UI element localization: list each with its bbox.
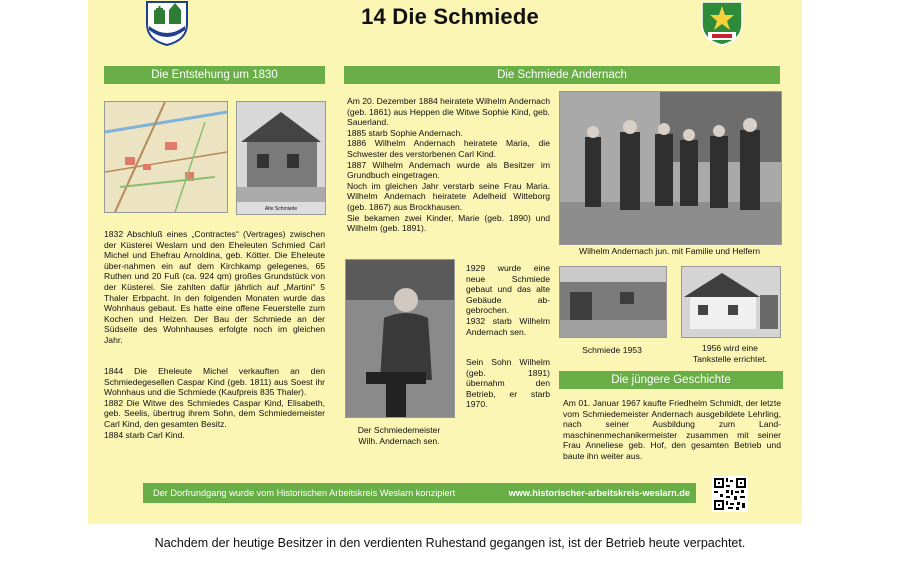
footer-url[interactable]: www.historischer-arbeitskreis-weslarn.de bbox=[508, 488, 690, 498]
footer-credit: Der Dorfrundgang wurde vom Historischen Arbeitskreis Weslarn konzipiert bbox=[153, 488, 456, 498]
andernach-text: Am 20. Dezember 1884 heiratete Wilhelm Andernach (geb. 1861) aus Heppen die Witwe Sophie Kind, geb. Sauerland. 1885 starb Sophie Andernach. 1886 Wilhelm Andernach heiratete Maria, die Schwester des verstorbenen Carl Kind. 1887 Wilhelm Andernach wurde als Besitzer im Grundbuch eingetragen. Noch im gleichen Jahr verstarb seine Frau Maria. Wilhelm Andernach heiratete Adelheid Witteborg (geb. 1867) aus Brockhausen. Sie bekamen zwei Kinder, Marie (geb. 1890) und Wilhelm (geb. 1891). bbox=[347, 96, 551, 234]
historic-map-image bbox=[104, 101, 228, 213]
gas-station-caption: 1956 wird eine Tankstelle errichtet. bbox=[692, 343, 768, 364]
footer-bar bbox=[143, 483, 696, 503]
smith-master-caption: Der Schmiedemeister Wilh. Andernach sen. bbox=[357, 425, 441, 446]
photo-caption: Alte Schmiede bbox=[264, 206, 298, 212]
smith-master-photo bbox=[345, 259, 455, 418]
cut-off-text-line bbox=[0, 556, 900, 570]
section-header-origin: Die Entstehung um 1830 bbox=[104, 66, 325, 84]
smithy-1953-photo bbox=[559, 266, 667, 338]
gas-station-1956-photo bbox=[681, 266, 781, 338]
bottom-caption: Nachdem der heutige Besitzer in den verdienten Ruhestand gegangen ist, ist der Betrieb heute verpachtet. bbox=[154, 536, 746, 550]
son-text: Sein Sohn Wilhelm (geb. 1891) übernahm den Betrieb, er starb 1970. bbox=[466, 357, 550, 410]
recent-history-text: Am 01. Januar 1967 kaufte Friedhelm Schmidt, der letzte vom Schmiedemeister Andernach ausgebildete Lehrling, nach seiner Ausbildung zum Land-maschinenmechanikermeister zusammen mit seiner Frau Anneliese geb. Hof, den gesamten Betrieb und baute ihn weiter aus. bbox=[563, 398, 781, 461]
new-smithy-text: 1929 wurde eine neue Schmiede gebaut und das alte Gebäude ab-gebrochen. 1932 starb Wilhelm Andernach sen. bbox=[466, 263, 550, 337]
page-title: 14 Die Schmiede bbox=[361, 4, 539, 29]
sale-text: 1844 Die Eheleute Michel verkauften an den Schmiedegesellen Caspar Kind (geb. 1811) aus Soest ihr Wohnhaus und die Schmiede (Kaufpreis 835 Thaler). 1882 Die Witwe des Schmiedes Caspar Kind, Elisabeth, geb. Seelis, übertrug ihrem Sohn, dem Schmiedemeister Carl Kind, den gesamten Besitz. 1884 starb Carl Kind. bbox=[104, 366, 325, 440]
smithy-1953-caption: Schmiede 1953 bbox=[582, 345, 642, 355]
qr-code-icon bbox=[712, 476, 748, 512]
origin-text: 1832 Abschluß eines „Contractes“ (Vertrages) zwischen der Küsterei Weslarn und den Eheleuten Schmied Carl Michel und Ehefrau Arnoldina, geb. Kötter. Die Eheleute über-nahmen ein auf dem Kirchkamp gelegenes, 65 Ruthen und 20 Fuß (ca. 924 qm) großes Grundstück von der Küsterei. Sie zahlten dafür jährlich auf „Martini“ 5 Thaler Erbpacht. In den folgenden Monaten wurde das Wohnhaus gebaut. Es hatte eine offene Feuerstelle zum Kochen und Heizen. Der Bau der Schmiede an der Südseite des Wohnhauses erfolgte noch im gleichen Jahr. bbox=[104, 229, 325, 345]
section-header-andernach: Die Schmiede Andernach bbox=[344, 66, 780, 84]
old-smithy-photo bbox=[236, 101, 326, 215]
section-header-recent: Die jüngere Geschichte bbox=[559, 371, 783, 389]
family-caption: Wilhelm Andernach jun. mit Familie und Helfern bbox=[578, 246, 761, 256]
family-photo bbox=[559, 91, 782, 245]
